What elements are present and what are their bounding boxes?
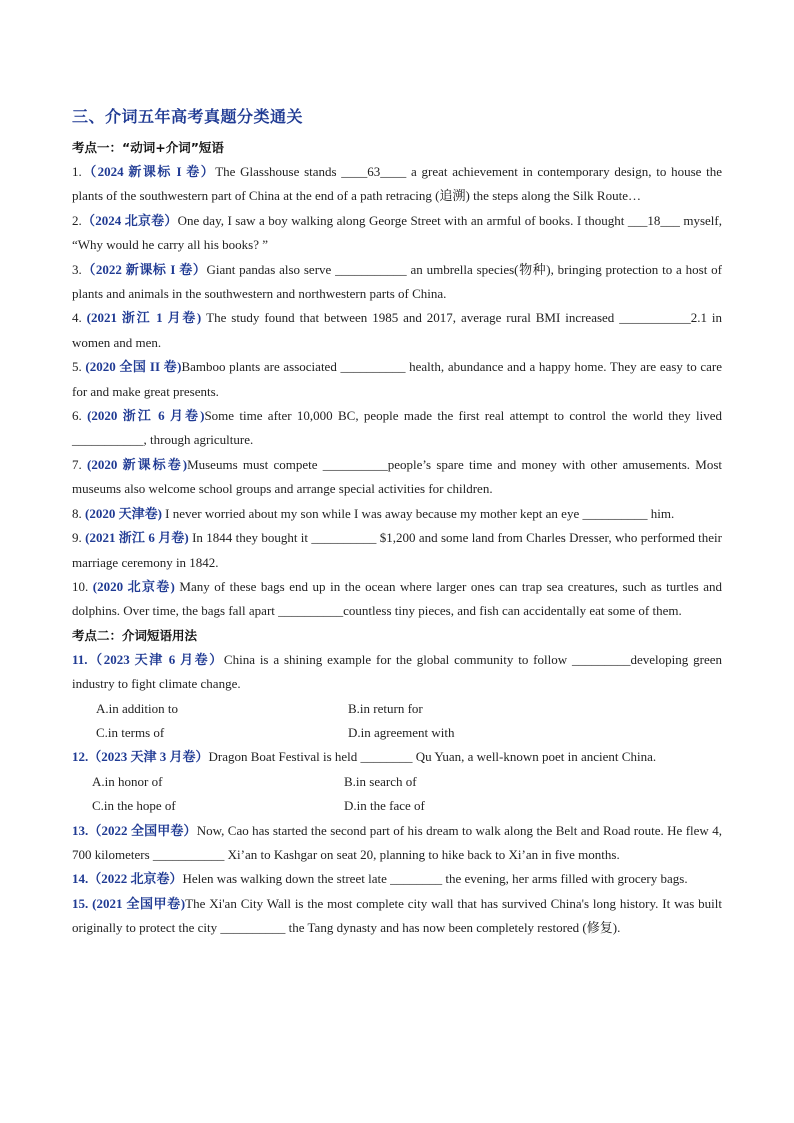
question-text: China is a shining example for the global community to follow _________developing green industry to fight climate change.	[72, 651, 722, 692]
question-source: (2020 新课标卷)	[87, 456, 188, 472]
question-source: （2024 北京卷）	[81, 212, 178, 228]
question-source: （2022 新课标 I 卷）	[81, 261, 207, 277]
question-text: Dragon Boat Festival is held ________ Qu Yuan, a well-known poet in ancient China.	[208, 749, 657, 765]
question-12	[72, 745, 722, 769]
question-3	[72, 258, 722, 307]
option-b: B.in return for	[348, 700, 423, 716]
question-1	[72, 160, 722, 209]
question-source: （2022 全国甲卷）	[88, 822, 197, 838]
question-source: (2021 全国甲卷)	[92, 895, 186, 911]
question-number: 14.	[72, 871, 89, 887]
question-number: 3.	[72, 261, 82, 277]
question-number: 9.	[72, 530, 86, 546]
option-c: C.in the hope of	[92, 798, 176, 814]
question-source: （2023 天津 6 月卷）	[87, 651, 224, 667]
question-7	[72, 453, 722, 502]
question-number: 8.	[72, 505, 85, 521]
question-text: I never worried about my son while I was away because my mother kept an eye __________ him.	[161, 505, 675, 521]
question-text: Many of these bags end up in the ocean where larger ones can trap sea creatures, such as turtles and dolphins. Over time, the bags fall apart __________countless tiny pieces, and fish can accidentally eat some of them.	[72, 578, 722, 619]
question-source: （2022 北京卷）	[88, 871, 183, 887]
question-number: 13.	[72, 822, 89, 838]
question-11	[72, 648, 722, 697]
page-title: 三、介词五年高考真题分类通关	[72, 107, 304, 126]
question-source: (2020 北京卷)	[92, 578, 175, 594]
question-15	[72, 892, 722, 941]
question-text: The Glasshouse stands ____63____ a great achievement in contemporary design, to house the plants of the southwestern part of China at the end of a path retracing (追溯) the steps along the Silk Route…	[72, 164, 722, 204]
question-number: 12.	[72, 749, 89, 765]
question-source: (2021 浙江 6 月卷)	[85, 530, 189, 546]
question-text: In 1844 they bought it __________ $1,200 and some land from Charles Dresser, who performed their marriage ceremony in 1842.	[72, 530, 723, 570]
question-number: 2.	[72, 212, 82, 228]
option-a: A.in honor of	[92, 773, 163, 789]
options-12	[72, 770, 722, 819]
question-text: Bamboo plants are associated __________ health, abundance and a happy home. They are easy to care for and make great presents.	[72, 359, 723, 399]
question-number: 4.	[72, 310, 87, 326]
question-4	[72, 306, 722, 355]
question-number: 1.	[72, 164, 82, 179]
question-source: （2024 新课标 I 卷）	[81, 164, 216, 179]
question-number: 11.	[72, 651, 88, 667]
document-page	[72, 104, 722, 941]
option-c: C.in terms of	[96, 724, 165, 740]
question-number: 15.	[72, 895, 93, 911]
question-2	[72, 209, 722, 258]
question-number: 6.	[72, 408, 88, 424]
question-6	[72, 404, 722, 453]
question-text: One day, I saw a boy walking along George Street with an armful of books. I thought ___18___ myself, “Why would he carry all his books? ”	[72, 212, 722, 253]
question-13	[72, 819, 722, 868]
option-d: D.in agreement with	[348, 724, 455, 740]
options-11	[72, 697, 722, 746]
option-a: A.in addition to	[96, 700, 178, 716]
question-10	[72, 575, 722, 624]
question-text: Some time after 10,000 BC, people made the first real attempt to control the world they lived ___________, through agriculture.	[72, 408, 722, 448]
option-b: B.in search of	[344, 773, 417, 789]
question-5	[72, 355, 722, 404]
question-number: 5.	[72, 359, 86, 375]
question-source: (2021 浙江 1 月卷)	[86, 310, 202, 326]
section-heading-1: 考点一：“动词+介词”短语	[72, 140, 224, 155]
question-14	[72, 867, 722, 891]
question-source: （2023 天津 3 月卷）	[88, 749, 209, 765]
question-source: (2020 全国 II 卷)	[85, 359, 182, 375]
option-d: D.in the face of	[344, 798, 425, 814]
section-heading-2: 考点二：介词短语用法	[72, 627, 198, 643]
question-text: Giant pandas also serve ___________ an umbrella species(物种), bringing protection to a host of plants and animals in the southwestern and northwestern parts of China.	[72, 261, 722, 302]
question-9	[72, 526, 722, 575]
question-text: Helen was walking down the street late ________ the evening, her arms filled with grocery bags.	[182, 871, 688, 887]
question-text: Now, Cao has started the second part of his dream to walk along the Belt and Road route. He flew 4, 700 kilometers ___________ Xi’an to Kashgar on seat 20, planning to hike back to Xi’an in five months.	[72, 822, 722, 862]
question-text: The Xi'an City Wall is the most complete city wall that has survived China's long history. It was built originally to protect the city __________ the Tang dynasty and has now been completely restored (修复).	[72, 895, 723, 936]
question-8	[72, 502, 722, 526]
question-text: Museums must compete __________people’s spare time and money with other amusements. Most museums also welcome school groups and arrange special activities for children.	[72, 456, 723, 497]
question-number: 7.	[72, 456, 88, 472]
question-number: 10.	[72, 578, 93, 594]
question-source: (2020 天津卷)	[85, 505, 162, 521]
question-text: The study found that between 1985 and 2017, average rural BMI increased ___________2.1 in women and men.	[72, 310, 722, 350]
question-source: (2020 浙江 6 月卷)	[87, 408, 205, 424]
